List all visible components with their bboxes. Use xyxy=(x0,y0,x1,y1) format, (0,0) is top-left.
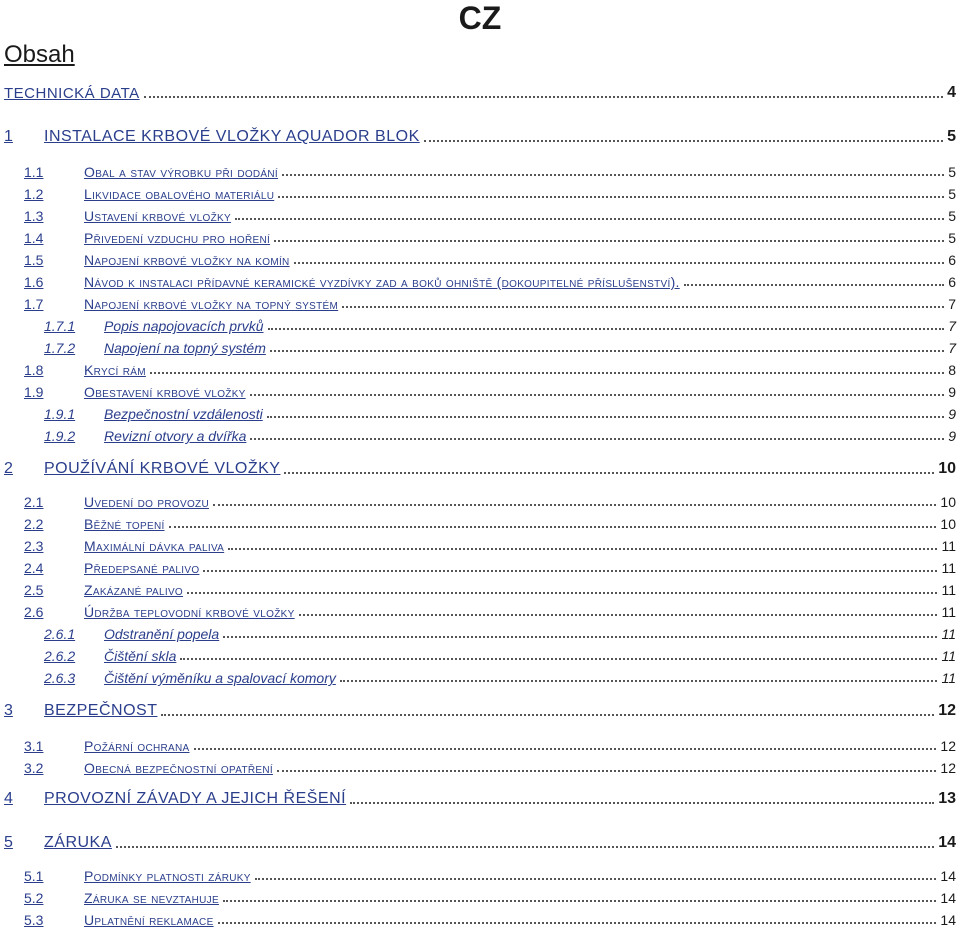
toc-entry-number[interactable]: 3 xyxy=(4,702,13,719)
toc-dot-leader xyxy=(255,878,937,880)
toc-dot-leader xyxy=(684,284,944,286)
toc-entry-page: 7 xyxy=(948,296,956,312)
toc-entry[interactable] xyxy=(0,698,958,720)
toc-entry-number[interactable]: 2 xyxy=(4,460,13,477)
toc-entry[interactable] xyxy=(0,532,958,554)
toc-entry[interactable] xyxy=(0,906,958,928)
toc-entry-page: 11 xyxy=(941,560,956,576)
toc-dot-leader xyxy=(274,240,944,242)
toc-entry-label[interactable]: Revizní otvory a dvířka xyxy=(104,428,247,444)
toc-dot-leader xyxy=(284,472,934,474)
toc-dot-leader xyxy=(235,218,944,220)
toc-entry-number[interactable]: 1.3 xyxy=(24,208,44,224)
toc-entry-number[interactable]: 1.7.1 xyxy=(44,318,76,334)
toc-entry[interactable] xyxy=(0,422,958,444)
toc-entry-label[interactable]: Ustavení krbové vložky xyxy=(84,208,231,224)
toc-entry-label[interactable]: Zakázané palivo xyxy=(84,582,184,598)
toc-dot-leader xyxy=(267,416,944,418)
toc-entry-number[interactable]: 2.3 xyxy=(24,538,44,554)
toc-entry-number[interactable]: 1.5 xyxy=(24,252,44,268)
toc-entry-label[interactable]: PROVOZNÍ ZÁVADY A JEJICH ŘEŠENÍ xyxy=(44,790,347,807)
toc-dot-leader xyxy=(180,658,937,660)
toc-entry-number[interactable]: 5.3 xyxy=(24,912,44,928)
toc-entry-label[interactable]: Přivedení vzduchu pro hoření xyxy=(84,230,271,246)
toc-entry-label[interactable]: Návod k instalaci přídavné keramické vyzdívky zad a boků ohniště (dokoupitelné příslušenství). xyxy=(84,274,680,290)
toc-entry-number[interactable]: 2.5 xyxy=(24,582,44,598)
toc-entry-number[interactable]: 1.6 xyxy=(24,274,44,290)
toc-entry-page: 5 xyxy=(947,128,956,145)
toc-dot-leader xyxy=(268,328,945,330)
toc-title: Obsah xyxy=(4,41,75,68)
toc-entry[interactable] xyxy=(0,246,958,268)
toc-dot-leader xyxy=(194,748,937,750)
toc-entry[interactable] xyxy=(0,378,958,400)
toc-dot-leader xyxy=(116,846,934,848)
toc-entry-number[interactable]: 2.1 xyxy=(24,494,44,510)
toc-entry[interactable] xyxy=(0,124,958,146)
toc-dot-leader xyxy=(350,802,934,804)
toc-entry-label[interactable]: INSTALACE KRBOVÉ VLOŽKY AQUADOR BLOK xyxy=(44,128,420,145)
toc-entry-page: 9 xyxy=(948,428,956,444)
toc-dot-leader xyxy=(203,570,937,572)
toc-entry[interactable] xyxy=(0,290,958,312)
toc-entry-page: 11 xyxy=(941,604,956,620)
language-code: CZ xyxy=(458,0,502,36)
toc-dot-leader xyxy=(144,96,943,98)
toc-entry-page: 8 xyxy=(948,362,956,378)
toc-entry-label[interactable]: Čištění skla xyxy=(104,648,177,664)
toc-entry[interactable] xyxy=(0,180,958,202)
toc-entry-number[interactable]: 1.4 xyxy=(24,230,44,246)
toc-dot-leader xyxy=(294,262,945,264)
toc-entry-number[interactable]: 2.2 xyxy=(24,516,44,532)
toc-entry[interactable] xyxy=(0,80,958,102)
toc-entry-page: 10 xyxy=(940,494,956,510)
toc-entry-label[interactable]: Obal a stav výrobku při dodání xyxy=(84,164,279,180)
toc-entry-label[interactable]: POUŽÍVÁNÍ KRBOVÉ VLOŽKY xyxy=(44,460,281,477)
toc-entry-number[interactable]: 1 xyxy=(4,128,13,145)
toc-dot-leader xyxy=(282,174,944,176)
toc-entry-page: 14 xyxy=(940,912,956,928)
toc-entry-page: 5 xyxy=(948,230,956,246)
toc-entry[interactable] xyxy=(0,664,958,686)
toc-entry-label[interactable]: Likvidace obalového materiálu xyxy=(84,186,275,202)
toc-entry[interactable] xyxy=(0,642,958,664)
toc-entry-page: 11 xyxy=(941,582,956,598)
toc-entry-label[interactable]: Záruka se nevztahuje xyxy=(84,890,219,906)
toc-entry-label[interactable]: Krycí rám xyxy=(84,362,146,378)
toc-entry-label[interactable]: Uplatnění reklamace xyxy=(84,912,214,928)
toc-entry-number[interactable]: 5.1 xyxy=(24,868,44,884)
toc-entry[interactable] xyxy=(0,488,958,510)
toc-entry-number[interactable]: 1.1 xyxy=(24,164,44,180)
toc-entry-label[interactable]: Obecná bezpečnostní opatření xyxy=(84,760,273,776)
toc-entry-page: 12 xyxy=(938,702,956,719)
toc-dot-leader xyxy=(223,636,937,638)
toc-dot-leader xyxy=(270,350,944,352)
toc-dot-leader xyxy=(340,680,938,682)
toc-entry[interactable] xyxy=(0,312,958,334)
toc-entry-label[interactable]: Popis napojovacích prvků xyxy=(104,318,264,334)
toc-entry-label[interactable]: ZÁRUKA xyxy=(44,834,112,851)
toc-entry[interactable] xyxy=(0,356,958,378)
toc-entry-label[interactable]: Uvedení do provozu xyxy=(84,494,209,510)
toc-entry[interactable] xyxy=(0,224,958,246)
toc-entry-number[interactable]: 3.2 xyxy=(24,760,44,776)
toc-entry-number[interactable]: 5 xyxy=(4,834,13,851)
toc-dot-leader xyxy=(223,900,936,902)
toc-entry[interactable] xyxy=(0,830,958,852)
toc-entry-page: 6 xyxy=(948,274,956,290)
toc-entry-label[interactable]: Požární ochrana xyxy=(84,738,190,754)
toc-entry-label[interactable]: TECHNICKÁ DATA xyxy=(4,85,140,102)
toc-entry-page: 13 xyxy=(938,790,956,807)
toc-entry-number[interactable]: 3.1 xyxy=(24,738,44,754)
toc-dot-leader xyxy=(277,770,936,772)
toc-entry-page: 7 xyxy=(948,340,956,356)
toc-entry-page: 11 xyxy=(941,626,956,642)
toc-entry[interactable] xyxy=(0,884,958,906)
toc-entry-number[interactable]: 1.9.1 xyxy=(44,406,76,422)
toc-entry-number[interactable]: 1.8 xyxy=(24,362,44,378)
toc-entry-page: 7 xyxy=(948,318,956,334)
toc-dot-leader xyxy=(228,548,937,550)
toc-entry[interactable] xyxy=(0,158,958,180)
toc-entry-page: 12 xyxy=(940,738,956,754)
toc-entry-page: 11 xyxy=(941,648,956,664)
toc-dot-leader xyxy=(278,196,944,198)
toc-dot-leader xyxy=(424,140,943,142)
toc-entry-page: 12 xyxy=(940,760,956,776)
toc-entry-label[interactable]: Údržba teplovodní krbové vložky xyxy=(84,604,295,620)
toc-entry[interactable] xyxy=(0,554,958,576)
toc-entry[interactable] xyxy=(0,576,958,598)
toc-entry[interactable] xyxy=(0,620,958,642)
toc-entry-page: 14 xyxy=(938,834,956,851)
toc-entry-label[interactable]: Čištění výměníku a spalovací komory xyxy=(104,670,336,686)
toc-entry-number[interactable]: 2.6.2 xyxy=(44,648,76,664)
toc-dot-leader xyxy=(150,372,944,374)
toc-entry-page: 4 xyxy=(947,84,956,101)
toc-entry-number[interactable]: 1.7 xyxy=(24,296,44,312)
toc-entry-label[interactable]: Předepsané palivo xyxy=(84,560,200,576)
toc-entry-number[interactable]: 1.2 xyxy=(24,186,44,202)
toc-dot-leader xyxy=(218,922,937,924)
toc-entry[interactable] xyxy=(0,334,958,356)
toc-entry[interactable] xyxy=(0,400,958,422)
toc-entry-page: 10 xyxy=(938,460,956,477)
toc-entry-label[interactable]: Odstranění popela xyxy=(104,626,220,642)
toc-entry[interactable] xyxy=(0,862,958,884)
toc-entry[interactable] xyxy=(0,268,958,290)
toc-entry[interactable] xyxy=(0,786,958,808)
toc-entry-page: 6 xyxy=(948,252,956,268)
toc-entry-label[interactable]: Napojení krbové vložky na komín xyxy=(84,252,290,268)
toc-entry[interactable] xyxy=(0,510,958,532)
toc-dot-leader xyxy=(250,394,945,396)
toc-entry-number[interactable]: 2.6.1 xyxy=(44,626,76,642)
toc-entry-label[interactable]: Napojení na topný systém xyxy=(104,340,266,356)
toc-entry[interactable] xyxy=(0,598,958,620)
toc-entry[interactable] xyxy=(0,754,958,776)
toc-entry-number[interactable]: 2.6.3 xyxy=(44,670,76,686)
toc-entry-page: 11 xyxy=(941,538,956,554)
toc-entry-label[interactable]: Napojení krbové vložky na topný systém xyxy=(84,296,339,312)
toc-entry-label[interactable]: Podmínky platnosti záruky xyxy=(84,868,251,884)
toc-entry-page: 9 xyxy=(948,406,956,422)
toc-entry-number[interactable]: 1.9 xyxy=(24,384,44,400)
toc-entry-label[interactable]: Běžné topení xyxy=(84,516,165,532)
toc-dot-leader xyxy=(161,714,934,716)
toc-entry-page: 14 xyxy=(940,868,956,884)
toc-entry-number[interactable]: 1.7.2 xyxy=(44,340,76,356)
toc-entry[interactable] xyxy=(0,732,958,754)
toc-entry-page: 5 xyxy=(948,208,956,224)
toc-entry-page: 9 xyxy=(948,384,956,400)
toc-dot-leader xyxy=(213,504,936,506)
toc-entry-page: 5 xyxy=(948,186,956,202)
toc-dot-leader xyxy=(187,592,937,594)
toc-dot-leader xyxy=(342,306,944,308)
toc-entry-label[interactable]: BEZPEČNOST xyxy=(44,702,158,719)
toc-entry-number[interactable]: 4 xyxy=(4,790,13,807)
toc-entry-label[interactable]: Maximální dávka paliva xyxy=(84,538,225,554)
toc-dot-leader xyxy=(169,526,937,528)
toc-entry-page: 10 xyxy=(940,516,956,532)
toc-entry-page: 5 xyxy=(948,164,956,180)
toc-dot-leader xyxy=(250,438,944,440)
toc-entry-page: 14 xyxy=(940,890,956,906)
toc-entry[interactable] xyxy=(0,202,958,224)
toc-entry-page: 11 xyxy=(941,670,956,686)
toc-dot-leader xyxy=(299,614,938,616)
toc-entry-number[interactable]: 2.4 xyxy=(24,560,44,576)
toc-entry-number[interactable]: 5.2 xyxy=(24,890,44,906)
toc-entry-label[interactable]: Bezpečnostní vzdálenosti xyxy=(104,406,263,422)
toc-entry-number[interactable]: 2.6 xyxy=(24,604,44,620)
toc-entry-label[interactable]: Obestavení krbové vložky xyxy=(84,384,246,400)
toc-entry[interactable] xyxy=(0,456,958,478)
toc-entry-number[interactable]: 1.9.2 xyxy=(44,428,76,444)
